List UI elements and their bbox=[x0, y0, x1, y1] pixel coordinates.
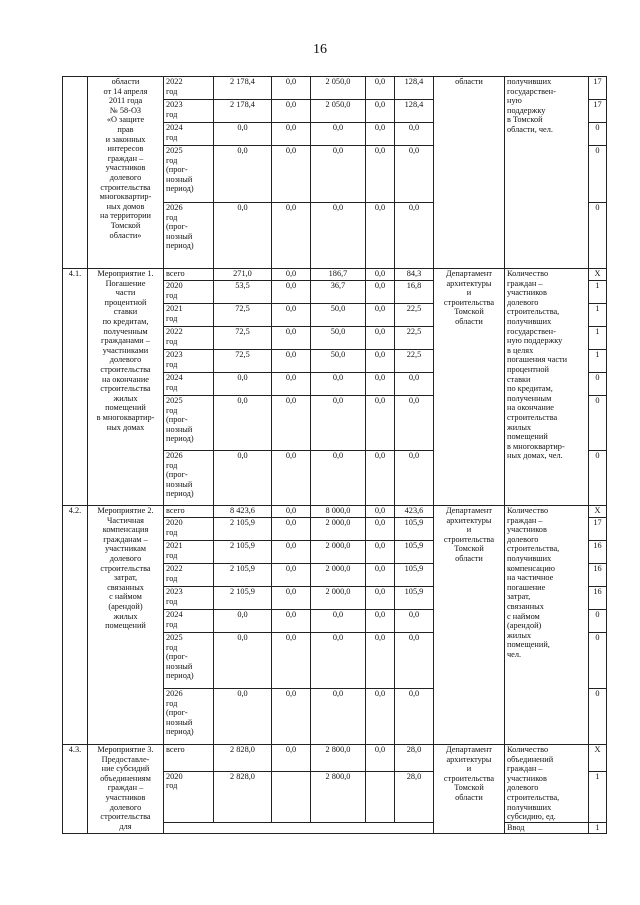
indicator-value: 17 bbox=[589, 518, 607, 541]
year-cell: 2024 год bbox=[164, 373, 214, 396]
other-cell: 28,0 bbox=[395, 771, 434, 822]
other-cell: 105,9 bbox=[395, 564, 434, 587]
year-cell: 2021 год bbox=[164, 304, 214, 327]
indicator-cell: получивших государствен- ную поддержку в Томской области, чел. bbox=[505, 77, 589, 269]
year-cell: 2026 год (прог- нозный период) bbox=[164, 203, 214, 269]
federal-cell: 0,0 bbox=[272, 506, 311, 518]
regional-cell: 36,7 bbox=[311, 281, 366, 304]
federal-cell: 0,0 bbox=[272, 564, 311, 587]
indicator-value: 1 bbox=[589, 281, 607, 304]
municipal-cell: 0,0 bbox=[366, 146, 395, 203]
indicator-value: 0 bbox=[589, 396, 607, 451]
federal-cell: 0,0 bbox=[272, 203, 311, 269]
indicator-value: 0 bbox=[589, 689, 607, 745]
indicator-value: X bbox=[589, 506, 607, 518]
total-cell: 53,5 bbox=[214, 281, 272, 304]
measure-name: Мероприятие 3. Предоставле- ние субсидий объединениям граждан – участников долевого строительства для bbox=[88, 745, 164, 834]
municipal-cell: 0,0 bbox=[366, 396, 395, 451]
other-cell: 128,4 bbox=[395, 100, 434, 123]
regional-cell: 2 000,0 bbox=[311, 541, 366, 564]
regional-cell: 2 000,0 bbox=[311, 518, 366, 541]
indicator-value: 0 bbox=[589, 373, 607, 396]
indicator-value: 1 bbox=[589, 304, 607, 327]
total-cell: 0,0 bbox=[214, 373, 272, 396]
indicator-cell: Количество граждан – участников долевого строительства, получивших компенсацию на частичное погашение затрат, связанных с наймом (арендой) жилых помещений, чел. bbox=[505, 506, 589, 745]
other-cell: 105,9 bbox=[395, 518, 434, 541]
indicator-value: 1 bbox=[589, 327, 607, 350]
other-cell: 0,0 bbox=[395, 203, 434, 269]
total-cell: 0,0 bbox=[214, 610, 272, 633]
municipal-cell: 0,0 bbox=[366, 633, 395, 689]
table-row bbox=[63, 269, 607, 281]
year-cell: 2020 год bbox=[164, 771, 214, 822]
regional-cell: 0,0 bbox=[311, 373, 366, 396]
total-cell: 0,0 bbox=[214, 396, 272, 451]
other-cell: 105,9 bbox=[395, 541, 434, 564]
indicator-value: 0 bbox=[589, 633, 607, 689]
federal-cell: 0,0 bbox=[272, 587, 311, 610]
item-number: 4.3. bbox=[63, 745, 88, 834]
federal-cell: 0,0 bbox=[272, 123, 311, 146]
federal-cell: 0,0 bbox=[272, 269, 311, 281]
indicator-value: 16 bbox=[589, 541, 607, 564]
other-cell: 16,8 bbox=[395, 281, 434, 304]
year-cell: 2021 год bbox=[164, 541, 214, 564]
year-cell: всего bbox=[164, 269, 214, 281]
indicator-value: X bbox=[589, 269, 607, 281]
measure-name: Мероприятие 2. Частичная компенсация гражданам – участникам долевого строительства затрат, связанных с наймом (арендой) жилых помещений bbox=[88, 506, 164, 745]
regional-cell: 0,0 bbox=[311, 146, 366, 203]
total-cell: 2 105,9 bbox=[214, 587, 272, 610]
other-cell: 0,0 bbox=[395, 689, 434, 745]
executor-cell: Департамент архитектуры и строительства Томской области bbox=[434, 745, 505, 834]
indicator-value: X bbox=[589, 745, 607, 772]
indicator-value: 1 bbox=[589, 771, 607, 822]
total-cell: 72,5 bbox=[214, 304, 272, 327]
regional-cell: 0,0 bbox=[311, 123, 366, 146]
federal-cell: 0,0 bbox=[272, 327, 311, 350]
federal-cell: 0,0 bbox=[272, 100, 311, 123]
municipal-cell bbox=[366, 771, 395, 822]
regional-cell: 0,0 bbox=[311, 689, 366, 745]
other-cell: 0,0 bbox=[395, 396, 434, 451]
total-cell: 72,5 bbox=[214, 350, 272, 373]
year-cell: 2024 год bbox=[164, 123, 214, 146]
year-cell: 2025 год (прог- нозный период) bbox=[164, 633, 214, 689]
item-number bbox=[63, 77, 88, 269]
regional-cell: 0,0 bbox=[311, 610, 366, 633]
year-cell: 2023 год bbox=[164, 350, 214, 373]
regional-cell: 2 050,0 bbox=[311, 77, 366, 100]
measure-name: области от 14 апреля 2011 года № 58-ОЗ «О защите прав и законных интересов граждан – участников долевого строительства многоквартир- ных домов на территории Томской области» bbox=[88, 77, 164, 269]
total-cell: 2 105,9 bbox=[214, 541, 272, 564]
indicator-value: 16 bbox=[589, 564, 607, 587]
federal-cell: 0,0 bbox=[272, 610, 311, 633]
federal-cell: 0,0 bbox=[272, 541, 311, 564]
executor-cell: области bbox=[434, 77, 505, 269]
year-cell: 2020 год bbox=[164, 518, 214, 541]
municipal-cell: 0,0 bbox=[366, 451, 395, 506]
total-cell: 0,0 bbox=[214, 689, 272, 745]
total-cell: 2 178,4 bbox=[214, 100, 272, 123]
other-cell: 22,5 bbox=[395, 350, 434, 373]
indicator-value: 0 bbox=[589, 123, 607, 146]
executor-cell: Департамент архитектуры и строительства Томской области bbox=[434, 269, 505, 506]
indicator-value: 0 bbox=[589, 610, 607, 633]
municipal-cell: 0,0 bbox=[366, 745, 395, 772]
other-cell: 0,0 bbox=[395, 373, 434, 396]
regional-cell: 0,0 bbox=[311, 396, 366, 451]
municipal-cell: 0,0 bbox=[366, 304, 395, 327]
total-cell: 0,0 bbox=[214, 146, 272, 203]
indicator-value: 0 bbox=[589, 146, 607, 203]
other-cell: 423,6 bbox=[395, 506, 434, 518]
other-cell: 22,5 bbox=[395, 304, 434, 327]
municipal-cell: 0,0 bbox=[366, 610, 395, 633]
year-cell: 2023 год bbox=[164, 587, 214, 610]
municipal-cell: 0,0 bbox=[366, 564, 395, 587]
regional-cell: 50,0 bbox=[311, 327, 366, 350]
municipal-cell: 0,0 bbox=[366, 100, 395, 123]
federal-cell: 0,0 bbox=[272, 281, 311, 304]
year-cell: 2022 год bbox=[164, 77, 214, 100]
regional-cell: 2 800,0 bbox=[311, 771, 366, 822]
regional-cell: 0,0 bbox=[311, 451, 366, 506]
total-cell: 271,0 bbox=[214, 269, 272, 281]
municipal-cell: 0,0 bbox=[366, 541, 395, 564]
year-cell: 2024 год bbox=[164, 610, 214, 633]
indicator-cell: Количество граждан – участников долевого строительства, получивших государствен- ную поддержку в целях погашения части процентной ставки по кредитам, полученным на окончание строительства жилых помещений в многоквартир- ных домах, чел. bbox=[505, 269, 589, 506]
other-cell: 28,0 bbox=[395, 745, 434, 772]
year-cell: 2023 год bbox=[164, 100, 214, 123]
federal-cell: 0,0 bbox=[272, 146, 311, 203]
municipal-cell: 0,0 bbox=[366, 689, 395, 745]
indicator-value: 16 bbox=[589, 587, 607, 610]
indicator-extra-label: Ввод bbox=[505, 822, 589, 833]
year-cell: 2025 год (прог- нозный период) bbox=[164, 146, 214, 203]
municipal-cell: 0,0 bbox=[366, 506, 395, 518]
total-cell: 2 178,4 bbox=[214, 77, 272, 100]
federal-cell: 0,0 bbox=[272, 396, 311, 451]
measure-name: Мероприятие 1. Погашение части процентной ставки по кредитам, полученным гражданами – участниками долевого строительства на окончание строительства жилых помещений в многоквартир- ных домах bbox=[88, 269, 164, 506]
federal-cell bbox=[272, 771, 311, 822]
regional-cell: 8 000,0 bbox=[311, 506, 366, 518]
total-cell: 0,0 bbox=[214, 633, 272, 689]
municipal-cell: 0,0 bbox=[366, 587, 395, 610]
indicator-cell: Количество объединений граждан – участников долевого строительства, получивших субсидию, ед. bbox=[505, 745, 589, 823]
indicator-extra-value: 1 bbox=[589, 822, 607, 833]
municipal-cell: 0,0 bbox=[366, 350, 395, 373]
year-cell: 2025 год (прог- нозный период) bbox=[164, 396, 214, 451]
municipal-cell: 0,0 bbox=[366, 269, 395, 281]
other-cell: 84,3 bbox=[395, 269, 434, 281]
total-cell: 0,0 bbox=[214, 123, 272, 146]
municipal-cell: 0,0 bbox=[366, 518, 395, 541]
regional-cell: 0,0 bbox=[311, 203, 366, 269]
regional-cell: 0,0 bbox=[311, 633, 366, 689]
item-number: 4.1. bbox=[63, 269, 88, 506]
federal-cell: 0,0 bbox=[272, 304, 311, 327]
federal-cell: 0,0 bbox=[272, 77, 311, 100]
municipal-cell: 0,0 bbox=[366, 373, 395, 396]
municipal-cell: 0,0 bbox=[366, 77, 395, 100]
executor-cell: Департамент архитектуры и строительства Томской области bbox=[434, 506, 505, 745]
federal-cell: 0,0 bbox=[272, 633, 311, 689]
other-cell: 0,0 bbox=[395, 633, 434, 689]
regional-cell: 2 000,0 bbox=[311, 564, 366, 587]
other-cell: 128,4 bbox=[395, 77, 434, 100]
indicator-value: 17 bbox=[589, 77, 607, 100]
federal-cell: 0,0 bbox=[272, 518, 311, 541]
federal-cell: 0,0 bbox=[272, 689, 311, 745]
regional-cell: 2 800,0 bbox=[311, 745, 366, 772]
year-cell: 2022 год bbox=[164, 564, 214, 587]
table-row bbox=[63, 77, 607, 100]
total-cell: 8 423,6 bbox=[214, 506, 272, 518]
year-cell: 2020 год bbox=[164, 281, 214, 304]
other-cell: 105,9 bbox=[395, 587, 434, 610]
regional-cell: 50,0 bbox=[311, 304, 366, 327]
other-cell: 22,5 bbox=[395, 327, 434, 350]
other-cell: 0,0 bbox=[395, 610, 434, 633]
regional-cell: 2 050,0 bbox=[311, 100, 366, 123]
total-cell: 2 105,9 bbox=[214, 518, 272, 541]
municipal-cell: 0,0 bbox=[366, 203, 395, 269]
total-cell: 72,5 bbox=[214, 327, 272, 350]
indicator-value: 0 bbox=[589, 203, 607, 269]
federal-cell: 0,0 bbox=[272, 745, 311, 772]
regional-cell: 186,7 bbox=[311, 269, 366, 281]
regional-cell: 50,0 bbox=[311, 350, 366, 373]
federal-cell: 0,0 bbox=[272, 451, 311, 506]
table-row bbox=[63, 745, 607, 772]
page-number: 16 bbox=[313, 42, 327, 57]
other-cell: 0,0 bbox=[395, 451, 434, 506]
total-cell: 2 105,9 bbox=[214, 564, 272, 587]
year-cell: 2026 год (прог- нозный период) bbox=[164, 451, 214, 506]
regional-cell: 2 000,0 bbox=[311, 587, 366, 610]
indicator-value: 1 bbox=[589, 350, 607, 373]
other-cell: 0,0 bbox=[395, 123, 434, 146]
total-cell: 2 828,0 bbox=[214, 745, 272, 772]
item-number: 4.2. bbox=[63, 506, 88, 745]
indicator-value: 17 bbox=[589, 100, 607, 123]
indicator-value: 0 bbox=[589, 451, 607, 506]
municipal-cell: 0,0 bbox=[366, 123, 395, 146]
program-table bbox=[62, 76, 607, 834]
year-cell: всего bbox=[164, 745, 214, 772]
table-row bbox=[63, 506, 607, 518]
total-cell: 0,0 bbox=[214, 203, 272, 269]
year-cell: 2026 год (прог- нозный период) bbox=[164, 689, 214, 745]
federal-cell: 0,0 bbox=[272, 350, 311, 373]
total-cell: 0,0 bbox=[214, 451, 272, 506]
federal-cell: 0,0 bbox=[272, 373, 311, 396]
year-cell: 2022 год bbox=[164, 327, 214, 350]
blank-cell bbox=[164, 822, 434, 833]
total-cell: 2 828,0 bbox=[214, 771, 272, 822]
other-cell: 0,0 bbox=[395, 146, 434, 203]
municipal-cell: 0,0 bbox=[366, 327, 395, 350]
municipal-cell: 0,0 bbox=[366, 281, 395, 304]
year-cell: всего bbox=[164, 506, 214, 518]
